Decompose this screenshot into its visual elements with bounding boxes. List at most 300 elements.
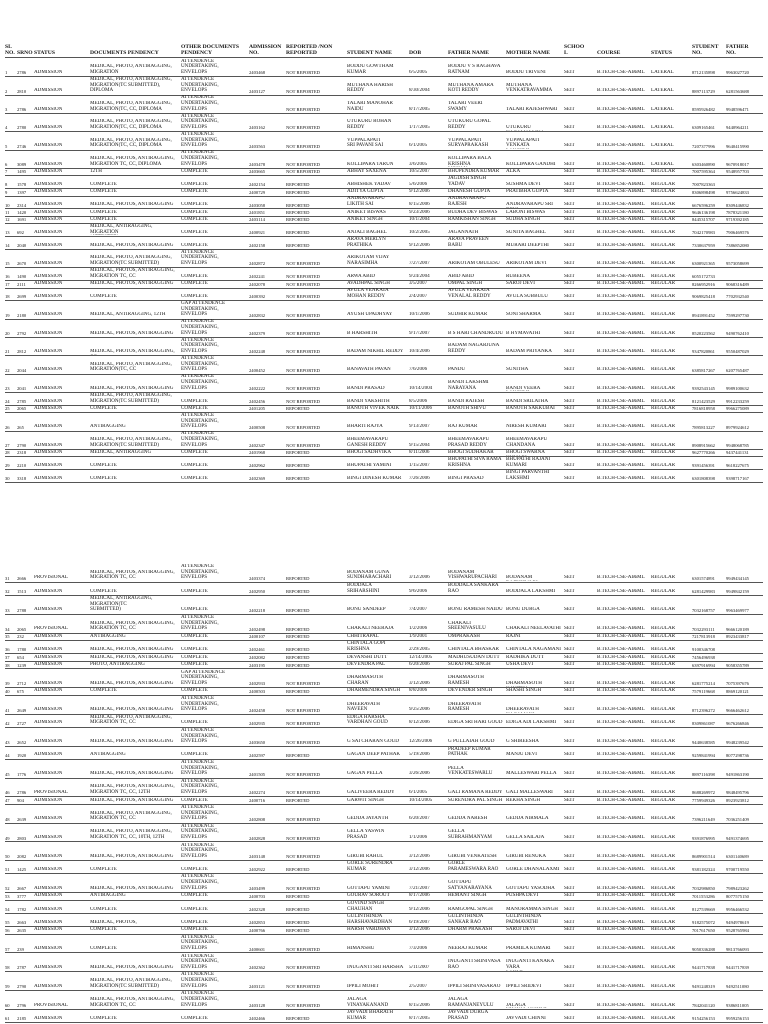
cell-srno: 2786 — [17, 107, 27, 113]
cell-other-pendency: ATTENDENCE UNDERTAKING, ENVELOPS — [181, 431, 219, 448]
cell-student-no: 6055172733 — [692, 274, 715, 280]
cell-course-status: REGULAR — [651, 752, 676, 758]
cell-reported: NOT REPORTED — [286, 294, 320, 300]
cell-mother-name: RAJNI — [506, 633, 521, 639]
cell-documents-pendency: COMPLETE — [90, 927, 117, 933]
cell-status: ADMISSION — [34, 983, 63, 989]
cell-documents-pendency: MEDICAL, ANTIRAGGING, 12TH — [90, 312, 166, 318]
cell-srno: 692 — [17, 230, 24, 236]
cell-father-no: 9719392185 — [726, 217, 749, 223]
cell-documents-pendency: MEDICAL, PHOTOS, ANTIRAGGING, MIGRATION TC, CC — [90, 569, 175, 581]
row-divider — [5, 431, 763, 432]
row-divider — [5, 727, 763, 728]
cell-sl-no: 8 — [5, 182, 8, 188]
cell-admission-no: 2403127 — [249, 88, 266, 94]
cell-course-status: REGULAR — [651, 927, 676, 933]
cell-documents-pendency: MEDICAL, ANTIRAGGING, MIGRATION — [90, 224, 153, 235]
cell-student-no: 9259841994 — [692, 752, 715, 758]
cell-course: B.TECH-CSE-AI&ML — [597, 983, 645, 989]
row-divider — [5, 95, 763, 96]
cell-student-no: 9381182324 — [692, 867, 715, 873]
cell-course: B.TECH-CSE-AI&ML — [597, 273, 645, 279]
row-divider — [5, 355, 763, 356]
cell-student-no: 8689901514 — [692, 854, 715, 860]
cell-father-no: 9959256153 — [726, 1016, 749, 1022]
cell-documents-pendency: COMPLETE — [90, 462, 117, 468]
cell-srno: 2792 — [17, 331, 27, 337]
row-divider — [5, 412, 763, 413]
cell-mother-name: ALKA — [506, 169, 521, 175]
cell-course-status: REGULAR — [651, 853, 676, 859]
cell-mother-name: GELLA SAILAJA — [506, 835, 545, 841]
cell-course-status: REGULAR — [651, 312, 676, 318]
cell-father-no: 9398717167 — [726, 476, 749, 482]
cell-reported: NOT REPORTED — [286, 739, 320, 745]
cell-course: B.TECH-CSE-AI&ML — [597, 88, 645, 94]
header-father-no: FATHER NO. — [726, 44, 749, 57]
cell-status: ADMISSION — [34, 885, 63, 891]
cell-status: ADMISSION — [34, 893, 63, 899]
cell-documents-pendency: COMPLETE — [90, 688, 117, 694]
cell-father-name: ARIKOTAM OBULESU — [448, 260, 500, 266]
cell-student-no: 7816818958 — [692, 406, 715, 412]
cell-mother-name: SAROJ DEVI — [506, 927, 536, 933]
cell-mother-name: G SHIREESHA — [506, 739, 539, 745]
cell-reported: REPORTED — [286, 634, 310, 640]
cell-reported: NOT REPORTED — [286, 854, 320, 860]
cell-father-no: 7075397676 — [726, 681, 749, 687]
cell-course: B.TECH-CSE-AI&ML — [597, 169, 645, 175]
cell-course-status: REGULAR — [651, 906, 676, 912]
cell-status: PROVISIONAL — [34, 1002, 68, 1008]
cell-dob: 3/12/2006 — [409, 853, 430, 859]
cell-reported: REPORTED — [286, 476, 310, 482]
cell-dob: 7/26/2006 — [409, 475, 430, 481]
cell-admission-no: 2402158 — [249, 243, 266, 249]
cell-reported: NOT REPORTED — [286, 107, 320, 113]
cell-dob: 3/12/2006 — [409, 680, 430, 686]
cell-course: B.TECH-CSE-AI&ML — [597, 475, 645, 481]
cell-student-no: 8897116398 — [692, 771, 715, 777]
header-school: SCHOO L — [564, 44, 585, 57]
cell-status: ADMISSION — [34, 312, 63, 318]
cell-reported: NOT REPORTED — [286, 281, 320, 287]
cell-documents-pendency: MEDICAL, PHOTO, ANTIRAGGING, MIGRATION(TC SUBMITTED), DIPLOMA — [90, 76, 172, 94]
header-status: STATUS — [34, 50, 55, 56]
cell-student-no: 8712135898 — [692, 70, 715, 76]
cell-father-no: 9441717839 — [726, 965, 749, 971]
cell-status: ADMISSION — [34, 867, 63, 873]
cell-student-no: 8121423529 — [692, 398, 715, 404]
cell-student-name: BONU SANDEEP — [347, 607, 386, 613]
cell-course: B.TECH-CSE-AI&ML — [597, 752, 645, 758]
cell-status: ADMISSION — [34, 1015, 63, 1021]
cell-mother-name: BHEEMAVARAPU CHANDANA — [506, 436, 548, 448]
cell-course: B.TECH-CSE-AI&ML — [597, 442, 645, 448]
cell-admission-no: 2403499 — [249, 886, 266, 892]
cell-course-status: REGULAR — [651, 771, 676, 777]
cell-reported: REPORTED — [286, 907, 310, 913]
cell-school: SEIT — [564, 789, 575, 795]
cell-father-name: MADHUSUDAN DUTT — [448, 654, 500, 660]
cell-sl-no: 44 — [5, 752, 10, 758]
cell-documents-pendency: MEDICAL, PHOTO, ANTIRAGGING, MIGRATION(TC, CC, DIPLOMA — [90, 137, 172, 149]
cell-other-pendency: ATTENDENCE UNDERTAKING, ENVELOPS — [181, 355, 219, 373]
cell-other-pendency: COMPLETE — [181, 169, 208, 175]
cell-school: SEIT — [564, 893, 575, 899]
cell-student-name: CHAKALI NEERAJA — [347, 626, 394, 632]
cell-status: ADMISSION — [34, 181, 63, 187]
cell-admission-no: 2400392 — [249, 294, 266, 300]
cell-student-name: G SAI CHARAN GOUD — [347, 739, 399, 745]
cell-student-name: GARWIT SINGH — [347, 797, 384, 803]
cell-mother-name: MURARI DEEPTHI — [506, 242, 549, 248]
cell-other-pendency: ATTENDENCE UNDERTAKING, ENVELOPS — [181, 150, 219, 167]
cell-father-name: BODDALA SANKARA RAO — [448, 582, 499, 594]
cell-sl-no: 13 — [5, 230, 10, 236]
cell-reported: REPORTED — [286, 589, 310, 595]
header-dob: DOB — [409, 50, 422, 56]
cell-course-status: LATERAL — [651, 70, 674, 76]
cell-srno: 2639 — [17, 816, 27, 822]
cell-reported: REPORTED — [286, 607, 310, 613]
cell-srno: 2727 — [17, 720, 27, 726]
cell-father-name: BANDI RAJESH — [448, 398, 485, 404]
cell-other-pendency: ATTENDENCE UNDERTAKING, ENVELOPS — [181, 614, 219, 632]
cell-father-no — [726, 274, 763, 279]
cell-documents-pendency: ANTIRAGGING — [90, 633, 126, 639]
cell-status: ADMISSION — [34, 707, 63, 713]
cell-status: ADMISSION — [34, 216, 63, 222]
cell-status: ADMISSION — [34, 143, 63, 149]
cell-course: B.TECH-CSE-AI&ML — [597, 885, 645, 891]
header-sl-no: SL NO. — [5, 44, 15, 57]
row-divider — [5, 668, 763, 669]
cell-father-name: AVULA VENKATA VENALAL REDDY — [448, 288, 491, 300]
cell-mother-name: GORLE DHANALAXMI — [506, 867, 560, 873]
cell-course-status: REGULAR — [651, 626, 676, 632]
cell-sl-no: 26 — [5, 424, 10, 430]
cell-srno: 1780 — [17, 647, 27, 653]
cell-srno: 3089 — [17, 162, 27, 168]
cell-dob: 10/5/2007 — [409, 169, 430, 175]
cell-school: SEIT — [564, 680, 575, 686]
cell-status: ADMISSION — [34, 835, 63, 841]
cell-father-name: MUTHANA AMARA KOTI REDDY — [448, 82, 494, 94]
cell-admission-no: 2402466 — [249, 1016, 266, 1022]
cell-status: ADMISSION — [34, 680, 63, 686]
cell-documents-pendency: COMPLETE — [90, 189, 117, 195]
cell-father-no: 9666120189 — [726, 626, 749, 632]
cell-srno: 2652 — [17, 739, 27, 745]
cell-admission-no: 2402347 — [249, 443, 266, 448]
cell-course-status: LATERAL — [651, 88, 674, 94]
cell-admission-no: 2403114 — [249, 217, 265, 223]
cell-reported: REPORTED — [286, 450, 310, 456]
cell-student-no: 9392543145 — [692, 386, 715, 392]
cell-status: PROVISIONAL — [34, 575, 68, 581]
cell-school: SEIT — [564, 161, 575, 167]
cell-student-no: 8520223562 — [692, 331, 715, 337]
cell-dob: 2/5/2007 — [409, 983, 428, 989]
cell-student-no: 7032986850 — [692, 886, 715, 892]
cell-sl-no: 36 — [5, 647, 10, 653]
cell-student-name: VUPPALAPATI SRI PAVANI SAI — [347, 137, 384, 149]
cell-school: SEIT — [564, 688, 575, 694]
cell-status: ADMISSION — [34, 161, 63, 167]
cell-documents-pendency: MEDICAL, PHOTOS, ANTIRAGGING — [90, 385, 174, 391]
cell-mother-name: RADHIKA DUTT — [506, 654, 545, 660]
cell-srno: 2812 — [17, 349, 27, 355]
cell-course-status: REGULAR — [651, 169, 676, 175]
cell-school: SEIT — [564, 626, 575, 632]
cell-student-no: 8306898498 — [692, 189, 715, 195]
cell-school: SEIT — [564, 294, 575, 300]
cell-school: SEIT — [564, 853, 575, 859]
cell-dob: 8/17/2005 — [409, 1015, 430, 1021]
cell-status: ADMISSION — [34, 260, 63, 266]
cell-student-name: MUTHANA HARISH REDDY — [347, 82, 393, 94]
cell-course-status: REGULAR — [651, 475, 676, 481]
cell-srno: 2635 — [17, 927, 27, 933]
cell-srno: 675 — [17, 688, 24, 694]
cell-reported: REPORTED — [286, 202, 310, 208]
cell-father-no: 8077575150 — [726, 893, 749, 899]
cell-reported: REPORTED — [286, 647, 310, 653]
cell-reported: NOT REPORTED — [286, 771, 320, 777]
cell-admission-no: 2400729 — [249, 189, 266, 195]
cell-course: B.TECH-CSE-AI&ML — [597, 216, 645, 222]
cell-other-pendency: ATTENDENCE UNDERTAKING, ENVELOPS — [181, 972, 219, 989]
cell-dob: 7/6/2006 — [409, 367, 428, 373]
cell-father-name: BHUPATHI SIVA RAMA KRISHNA — [448, 457, 502, 468]
cell-documents-pendency: MEDICAL, PHOTO, ANTIRAGGING, MIGRATION(TC SUBMITTED) — [90, 978, 172, 989]
cell-father-no: 6207765487 — [726, 367, 749, 373]
cell-father-no: 9494978619 — [726, 920, 749, 926]
cell-student-no: 8309861087 — [692, 720, 715, 726]
row-divider — [5, 823, 763, 824]
cell-sl-no: 2 — [5, 88, 8, 94]
cell-course: B.TECH-CSE-AI&ML — [597, 209, 645, 215]
cell-dob: 3/26/2006 — [409, 771, 430, 777]
header-course: COURSE — [597, 50, 621, 56]
cell-documents-pendency: MEDICAL, PHOTOS, ANTIRAGGING — [90, 646, 174, 652]
cell-status: ADMISSION — [34, 367, 63, 373]
cell-father-name: JAGDISH SINGH YADAV — [448, 176, 487, 187]
cell-status: ADMISSION — [34, 209, 63, 215]
cell-student-no: 9646136198 — [692, 209, 715, 215]
row-divider — [5, 456, 763, 457]
cell-student-no: 6676596259 — [692, 202, 715, 208]
cell-status: ADMISSION — [34, 588, 63, 594]
cell-reported: NOT REPORTED — [286, 274, 320, 280]
cell-reported: NOT REPORTED — [286, 349, 320, 355]
cell-status: ADMISSION — [34, 273, 63, 279]
cell-status: ADMISSION — [34, 242, 63, 248]
cell-admission-no: 2402241 — [249, 274, 266, 280]
cell-school: SEIT — [564, 835, 575, 841]
cell-sl-no: 7 — [5, 169, 8, 175]
cell-student-no: 9491248319 — [692, 984, 715, 990]
cell-student-no: 7456496938 — [692, 654, 715, 660]
cell-admission-no: 2403162 — [249, 125, 266, 131]
cell-status: ADMISSION — [34, 688, 63, 694]
cell-course-status: REGULAR — [651, 260, 676, 266]
cell-father-name: DHARM PRAKASH — [448, 927, 493, 933]
cell-course-status: REGULAR — [651, 349, 676, 355]
cell-student-name: AVADHPAL SINGH — [347, 281, 390, 287]
cell-course: B.TECH-CSE-AI&ML — [597, 106, 645, 112]
cell-other-pendency: COMPLETE — [181, 797, 208, 803]
cell-dob: 8/15/2006 — [409, 1002, 430, 1008]
cell-sl-no: 27 — [5, 443, 10, 448]
cell-admission-no: 2402369 — [249, 476, 266, 482]
cell-father-no: 9948239542 — [726, 739, 749, 745]
cell-reported: NOT REPORTED — [286, 835, 320, 841]
cell-admission-no: 2400716 — [249, 797, 266, 803]
header-documents-pendency: DOCUMENTS PENDENCY — [90, 50, 159, 56]
cell-srno: 2667 — [17, 886, 27, 892]
cell-course-status: REGULAR — [651, 367, 676, 373]
cell-course: B.TECH-CSE-AI&ML — [597, 739, 645, 745]
cell-other-pendency: GAP ATTENDENCE UNDERTAKING, ENVELOPS — [181, 669, 226, 686]
cell-student-name: BHOGI SADHVIKA — [347, 449, 392, 455]
cell-student-name: TALARI MANOHAR NAIDU — [347, 100, 393, 112]
cell-student-no: 9627770266 — [692, 450, 715, 456]
cell-other-pendency: ATTENDENCE UNDERTAKING, ENVELOPS — [181, 804, 219, 822]
cell-school: SEIT — [564, 946, 575, 952]
cell-course: B.TECH-CSE-AI&ML — [597, 654, 645, 660]
cell-documents-pendency: MEDICAL, PHOTOS, ANTIRAGGING, — [90, 349, 175, 355]
cell-dob: 6/1/2005 — [409, 789, 428, 795]
cell-other-pendency: ATTENDENCE UNDERTAKING, ENVELOPS — [181, 934, 219, 952]
cell-father-no — [726, 655, 763, 660]
cell-course-status: REGULAR — [651, 442, 676, 448]
cell-sl-no: 57 — [5, 946, 10, 952]
cell-student-name: GAGAN DEEP PATHAK — [347, 752, 401, 758]
cell-other-pendency: COMPLETE — [181, 752, 208, 758]
cell-father-name: CHAKALI SREENIVASULU — [448, 620, 486, 632]
cell-dob: 10/11/2006 — [409, 405, 433, 411]
cell-father-no — [726, 182, 763, 187]
cell-course-status: REGULAR — [651, 385, 676, 391]
cell-admission-no: 2403563 — [249, 143, 266, 149]
cell-course-status: REGULAR — [651, 646, 676, 652]
cell-sl-no: 22 — [5, 367, 10, 373]
cell-status: ADMISSION — [34, 927, 63, 933]
cell-student-no: 9391456391 — [692, 463, 715, 469]
cell-reported: NOT REPORTED — [286, 681, 320, 687]
cell-student-no: 7759949326 — [692, 797, 715, 803]
cell-dob: 10/1/2004 — [409, 216, 430, 222]
cell-other-pendency: ATTENDENCE UNDERTAKING, ENVELOPS — [181, 953, 219, 970]
cell-other-pendency: COMPLETE — [181, 202, 208, 208]
cell-documents-pendency: MEDICAL, PHOTOS, ANTIRAGGING, MIGRATION TC, CC — [90, 620, 175, 632]
cell-status: ADMISSION — [34, 281, 63, 287]
cell-course-status: LATERAL — [651, 143, 674, 149]
cell-father-no: 9492511080 — [726, 984, 749, 990]
cell-course-status: REGULAR — [651, 680, 676, 686]
cell-other-pendency: COMPLETE — [181, 688, 208, 694]
cell-sl-no: 55 — [5, 920, 10, 926]
row-divider — [5, 841, 763, 842]
cell-dob: 6/20/2007 — [409, 816, 430, 822]
cell-sl-no: 39 — [5, 681, 10, 687]
cell-school: SEIT — [564, 106, 575, 112]
cell-dob: 6/19/2007 — [409, 919, 430, 925]
cell-school: SEIT — [564, 906, 575, 912]
cell-sl-no: 10 — [5, 202, 10, 208]
cell-dob: 9/13/2007 — [409, 424, 430, 430]
cell-father-no: 7878321180 — [726, 209, 749, 215]
cell-other-pendency: COMPLETE — [181, 607, 208, 613]
cell-mother-name: BINGI PARVANTHI LAKSHMI — [506, 470, 550, 481]
cell-reported: NOT REPORTED — [286, 790, 320, 796]
cell-reported: NOT REPORTED — [286, 398, 320, 404]
cell-admission-no: 2403468 — [249, 70, 266, 76]
cell-course: B.TECH-CSE-AI&ML — [597, 125, 645, 130]
cell-school: SEIT — [564, 707, 575, 713]
cell-course: B.TECH-CSE-AI&ML — [597, 946, 645, 952]
cell-sl-no: 40 — [5, 688, 10, 694]
cell-srno: 2082 — [17, 854, 27, 860]
cell-dob: 9/12/2006 — [409, 189, 430, 195]
cell-father-name: SURENDRA PAL SINGH — [448, 797, 503, 803]
cell-dob: 3/6/2005 — [409, 161, 428, 167]
cell-student-name: GOVIND SINGH CHAUHAN — [347, 900, 384, 912]
row-divider — [5, 319, 763, 320]
cell-father-name: BINGI PRASAD — [448, 475, 484, 481]
cell-student-no: 8941891452 — [692, 312, 715, 318]
cell-school: SEIT — [564, 646, 575, 652]
cell-course: B.TECH-CSE-AI&ML — [597, 893, 645, 899]
cell-student-name: GOTTAPU YAMINI — [347, 885, 390, 891]
cell-course-status: REGULAR — [651, 688, 676, 694]
cell-mother-name: IPPILI SRIDEVI — [506, 983, 542, 989]
cell-school: SEIT — [564, 70, 575, 76]
cell-dob: 7/4/2007 — [409, 607, 428, 613]
cell-sl-no: 5 — [5, 143, 8, 149]
cell-school: SEIT — [564, 919, 575, 925]
cell-srno: 2210 — [17, 463, 27, 469]
cell-dob: 2/4/2007 — [409, 294, 428, 300]
cell-course-status: REGULAR — [651, 946, 676, 952]
cell-dob: 7/3/2006 — [409, 946, 428, 952]
cell-reported: NOT REPORTED — [286, 367, 320, 373]
cell-father-name: RAMGOPAL SINGH — [448, 906, 493, 912]
cell-student-no: 9100346708 — [692, 647, 715, 653]
cell-admission-no: 2402872 — [249, 261, 266, 267]
cell-course: B.TECH-CSE-AI&ML — [597, 161, 645, 167]
cell-dob: 9/12/2006 — [409, 906, 430, 912]
cell-father-no: 8979924612 — [726, 424, 749, 430]
cell-school: SEIT — [564, 720, 575, 726]
cell-course: B.TECH-CSE-AI&ML — [597, 680, 645, 686]
cell-father-name: PANDU — [448, 367, 466, 373]
row-divider — [5, 614, 763, 615]
row-divider — [5, 990, 763, 991]
cell-course: B.TECH-CSE-AI&ML — [597, 771, 645, 777]
cell-status: ADMISSION — [34, 816, 63, 822]
cell-dob: 10/4/2006 — [409, 349, 430, 355]
cell-dob: 12/26/2006 — [409, 739, 433, 745]
cell-srno: 2318 — [17, 450, 27, 456]
cell-documents-pendency: MEDICAL, PHOTOS, ANTIRAGGING — [90, 202, 174, 208]
cell-srno: 1782 — [17, 907, 27, 913]
cell-father-no: 9490762410 — [726, 331, 749, 337]
cell-mother-name: KOLLIPARA GANDHI — [506, 161, 556, 167]
cell-student-name: BHARTI RAJYA — [347, 424, 383, 430]
